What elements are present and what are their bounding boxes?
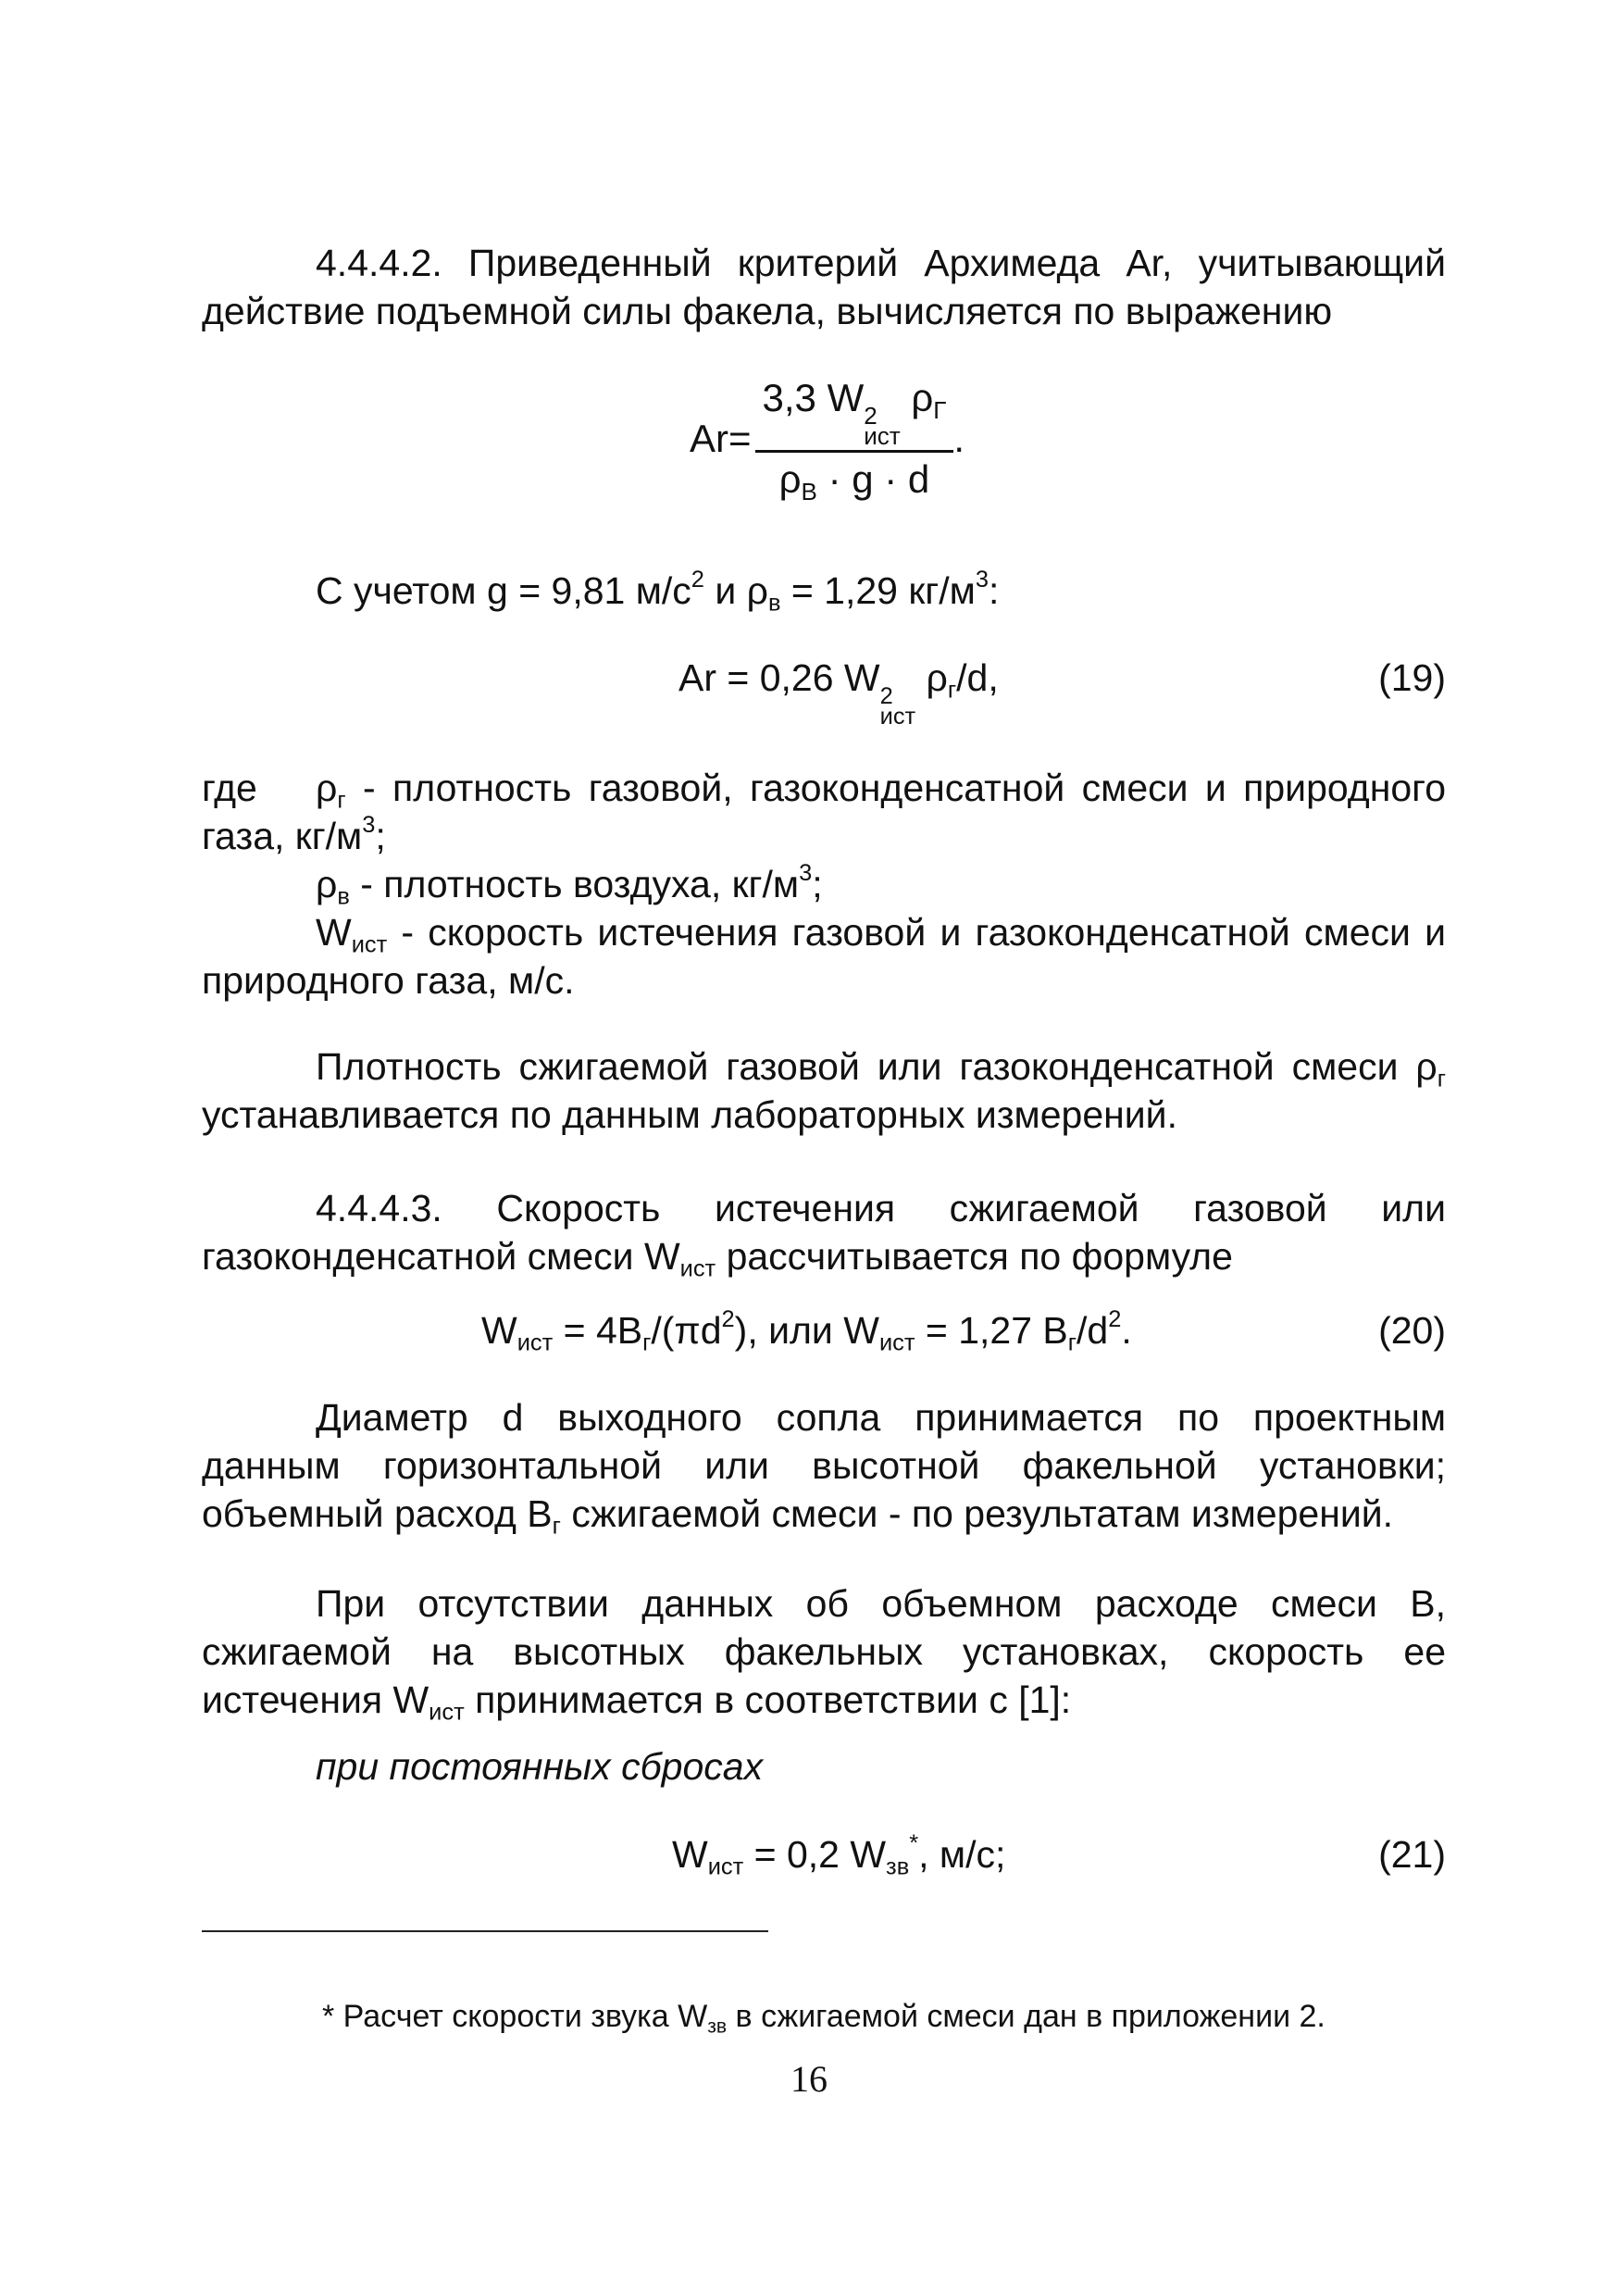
formula-end: . [953,417,965,460]
paragraph-4-4-4-2 [202,239,1446,335]
page-number: 16 [790,2058,828,2100]
constant-discharge-heading: при постоянных сбросах [316,1745,764,1788]
where-rho-g-line1: $\rho_г$ - плотность газовой, газоконденсатной смеси и природного [316,767,1446,814]
paragraph-text: Приведенный критерий Архимеда Ar, учитывающий действие подъемной силы факела, вычисляется по выражению [202,242,1446,332]
equation-number-21: (21) [1378,1833,1446,1876]
paragraph-absence: При отсутствии данных об объемном расходе смеси B, сжигаемой на высотных факельных установках, скорость ее истечения $W_{ист}$ принимается в соответствии с [1]: [202,1582,1446,1726]
constants-line: С учетом g = 9,81 $м/с^2$ и $\rho_в = 1,29$ $кг/м^3$: [316,567,1000,617]
formula-denominator: $\rho_В \cdot g \cdot d$ [778,457,930,505]
paragraph-diameter: Диаметр d выходного сопла принимается по проектным данным горизонтальной или высотной факельной установки; объемный расход $B_г$ сжигаемой смеси - по результатам измерений. [202,1396,1446,1540]
section-label: 4.4.4.2. [316,242,442,284]
archimedes-formula [690,375,965,503]
where-rho-v: $\rho_в$ - плотность воздуха, $кг/м^3$; [316,860,823,910]
footnote-rule [202,1930,768,1932]
formula-19: Ar = 0,26 W 2 ист $\rho_г/d$, [678,656,999,730]
where-rho-g-line2: газа, $кг/м^3$; [202,812,386,857]
paragraph-4-4-4-3: 4.4.4.3. Скорость истечения сжигаемой газовой или газоконденсатной смеси $W_{ист}$ рассчитывается по формуле [202,1187,1446,1282]
equation-number-19: (19) [1378,656,1446,699]
footnote: * Расчет скорости звука $W_{зв}$ в сжигаемой смеси дан в приложении 2. [322,1999,1326,2038]
equation-number-20: (20) [1378,1309,1446,1352]
formula-numerator: 3,3 W 2 ист $\rho_Г$ [762,376,947,450]
where-word: где [202,767,257,809]
formula-21: $W_{ист} = 0,2$ $W_{зв}^*$, м/с; [672,1830,1006,1880]
paragraph-density: Плотность сжигаемой газовой или газоконденсатной смеси $\rho_г$ устанавливается по данным лабораторных измерений. [202,1045,1446,1136]
where-w-line1: $W_{ист}$ - скорость истечения газовой и газоконденсатной смеси и [316,911,1446,958]
formula-20: $W_{ист} = 4B_г/(\pi d^2)$, или $W_{ист} = 1,27$ $B_г/d^2$. [481,1306,1132,1356]
formula-lhs: Ar= [690,417,752,460]
where-w-line2: природного газа, м/с. [202,959,575,1002]
formula-fraction [755,375,954,503]
